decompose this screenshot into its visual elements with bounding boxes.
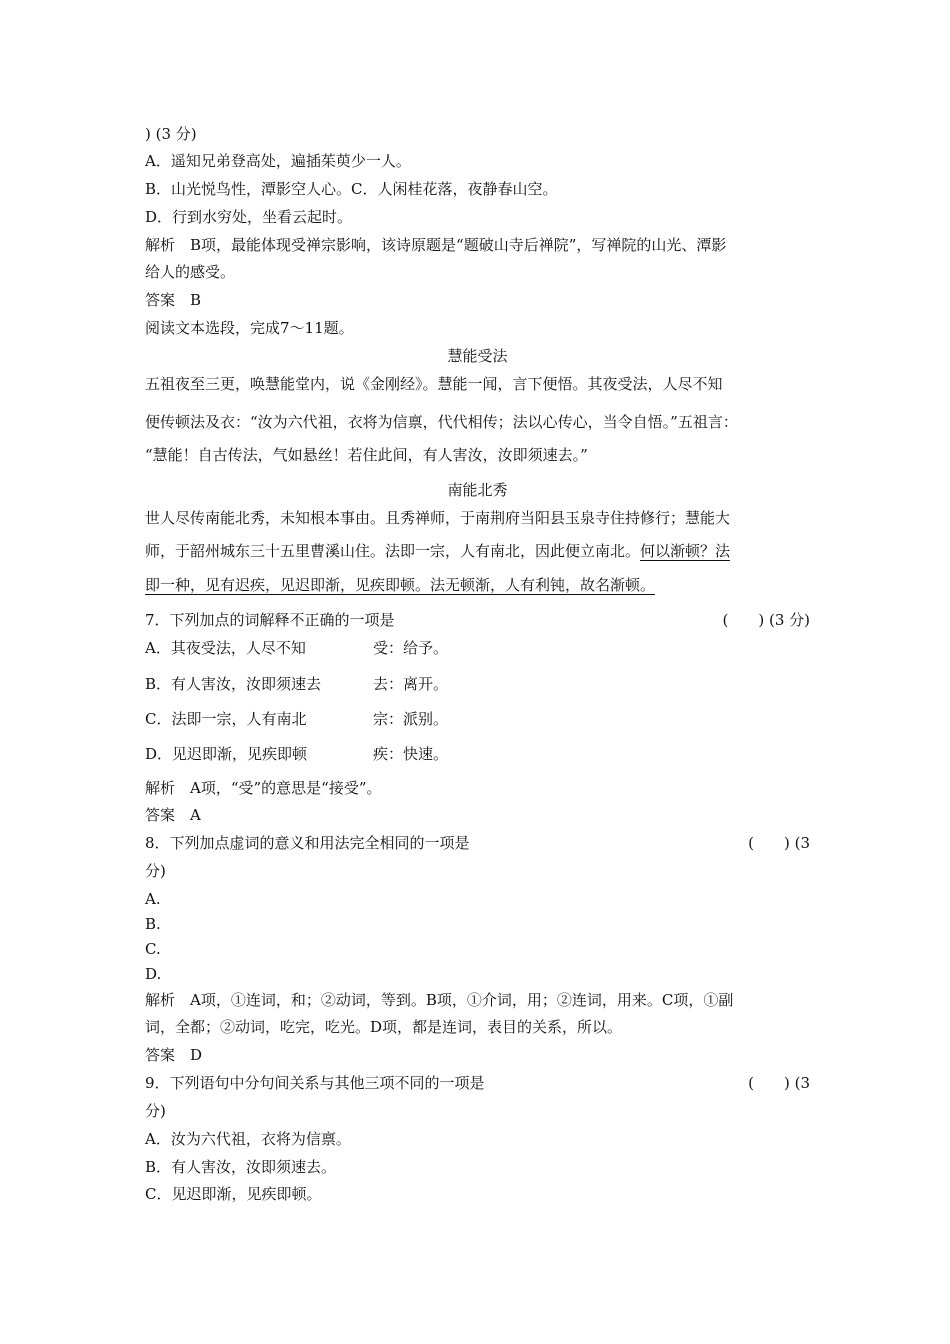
option-b-c: B．山光悦鸟性，潭影空人心。C．人闲桂花落，夜静春山空。 xyxy=(145,180,558,198)
option-d: D．行到水穷处，坐看云起时。 xyxy=(145,208,353,226)
option-definition: 宗：派别。 xyxy=(373,710,449,728)
score-bracket: ( ) (3 xyxy=(748,1074,810,1092)
passage-1-line-1: 五祖夜至三更，唤慧能堂内，说《金刚经》。慧能一闻，言下便悟。其夜受法，人尽不知 xyxy=(145,375,723,393)
q7-analysis: 解析 A项，“受”的意思是“接受”。 xyxy=(145,779,382,797)
q8-option-a: A. xyxy=(145,890,161,908)
analysis-line-2: 给人的感受。 xyxy=(145,263,236,281)
q8-score-cont: 分) xyxy=(145,862,166,880)
option-a: A．遥知兄弟登高处，遍插茱萸少一人。 xyxy=(145,152,411,170)
analysis-line-1: 解析 B项，最能体现受禅宗影响，该诗原题是“题破山寺后禅院”，写禅院的山光、潭影 xyxy=(145,236,727,254)
q7-option-a xyxy=(145,638,810,658)
question-7 xyxy=(145,610,810,630)
question-text: 9．下列语句中分句间关系与其他三项不同的一项是 xyxy=(145,1074,485,1092)
line-score: ) (3 分) xyxy=(145,125,197,143)
q8-answer: 答案 D xyxy=(145,1046,203,1064)
passage-1-line-3: “慧能！自古传法，气如悬丝！若住此间，有人害汝，汝即须速去。” xyxy=(145,446,588,464)
answer-6: 答案 B xyxy=(145,291,202,309)
q8-option-c: C. xyxy=(145,940,161,958)
option-text: A．其夜受法，人尽不知 xyxy=(145,639,306,657)
option-definition: 受：给予。 xyxy=(373,639,449,657)
q8-analysis-1: 解析 A项，①连词，和；②动词，等到。B项，①介词，用；②连词，用来。C项，①副 xyxy=(145,991,734,1009)
passage-2-line-2 xyxy=(145,541,810,561)
passage-text: 师，于韶州城东三十五里曹溪山住。法即一宗，人有南北，因此便立南北。 xyxy=(145,542,641,560)
q8-option-b: B. xyxy=(145,915,161,933)
question-text: 7．下列加点的词解释不正确的一项是 xyxy=(145,611,395,629)
underlined-sentence: 即一种，见有迟疾，见迟即渐，见疾即顿。法无顿渐，人有利钝，故名渐顿。 xyxy=(145,576,656,594)
passage-title-1: 慧能受法 xyxy=(447,347,508,365)
passage-2-line-3 xyxy=(145,575,810,595)
score-bracket: ( ) (3 xyxy=(748,834,810,852)
passage-2-line-1: 世人尽传南能北秀，未知根本事由。且秀禅师，于南荆府当阳县玉泉寺住持修行；慧能大 xyxy=(145,509,731,527)
reading-instruction: 阅读文本选段，完成7～11题。 xyxy=(145,319,354,337)
q9-option-a: A．汝为六代祖，衣将为信禀。 xyxy=(145,1130,351,1148)
q7-option-c xyxy=(145,709,810,729)
passage-1-line-2: 便传顿法及衣：“汝为六代祖，衣将为信禀，代代相传；法以心传心，当令自悟。”五祖言： xyxy=(145,413,738,431)
q8-option-d: D. xyxy=(145,965,162,983)
q9-option-c: C．见迟即渐，见疾即顿。 xyxy=(145,1185,322,1203)
underlined-sentence: 何以渐顿？法 xyxy=(640,542,731,560)
q7-option-b xyxy=(145,674,810,694)
passage-title-2: 南能北秀 xyxy=(447,481,508,499)
q9-option-b: B．有人害汝，汝即须速去。 xyxy=(145,1158,337,1176)
q7-answer: 答案 A xyxy=(145,806,201,824)
question-text: 8．下列加点虚词的意义和用法完全相同的一项是 xyxy=(145,834,470,852)
question-9 xyxy=(145,1073,810,1093)
option-text: C．法即一宗，人有南北 xyxy=(145,710,307,728)
q8-analysis-2: 词，全都；②动词，吃完，吃光。D项，都是连词，表目的关系，所以。 xyxy=(145,1018,623,1036)
option-definition: 疾：快速。 xyxy=(373,745,449,763)
option-text: D．见迟即渐，见疾即顿 xyxy=(145,745,308,763)
q9-score-cont: 分) xyxy=(145,1102,166,1120)
option-text: B．有人害汝，汝即须速去 xyxy=(145,675,322,693)
option-definition: 去：离开。 xyxy=(373,675,449,693)
question-8 xyxy=(145,833,810,853)
score-bracket: ( ) (3 分) xyxy=(722,611,810,629)
q7-option-d xyxy=(145,744,810,764)
